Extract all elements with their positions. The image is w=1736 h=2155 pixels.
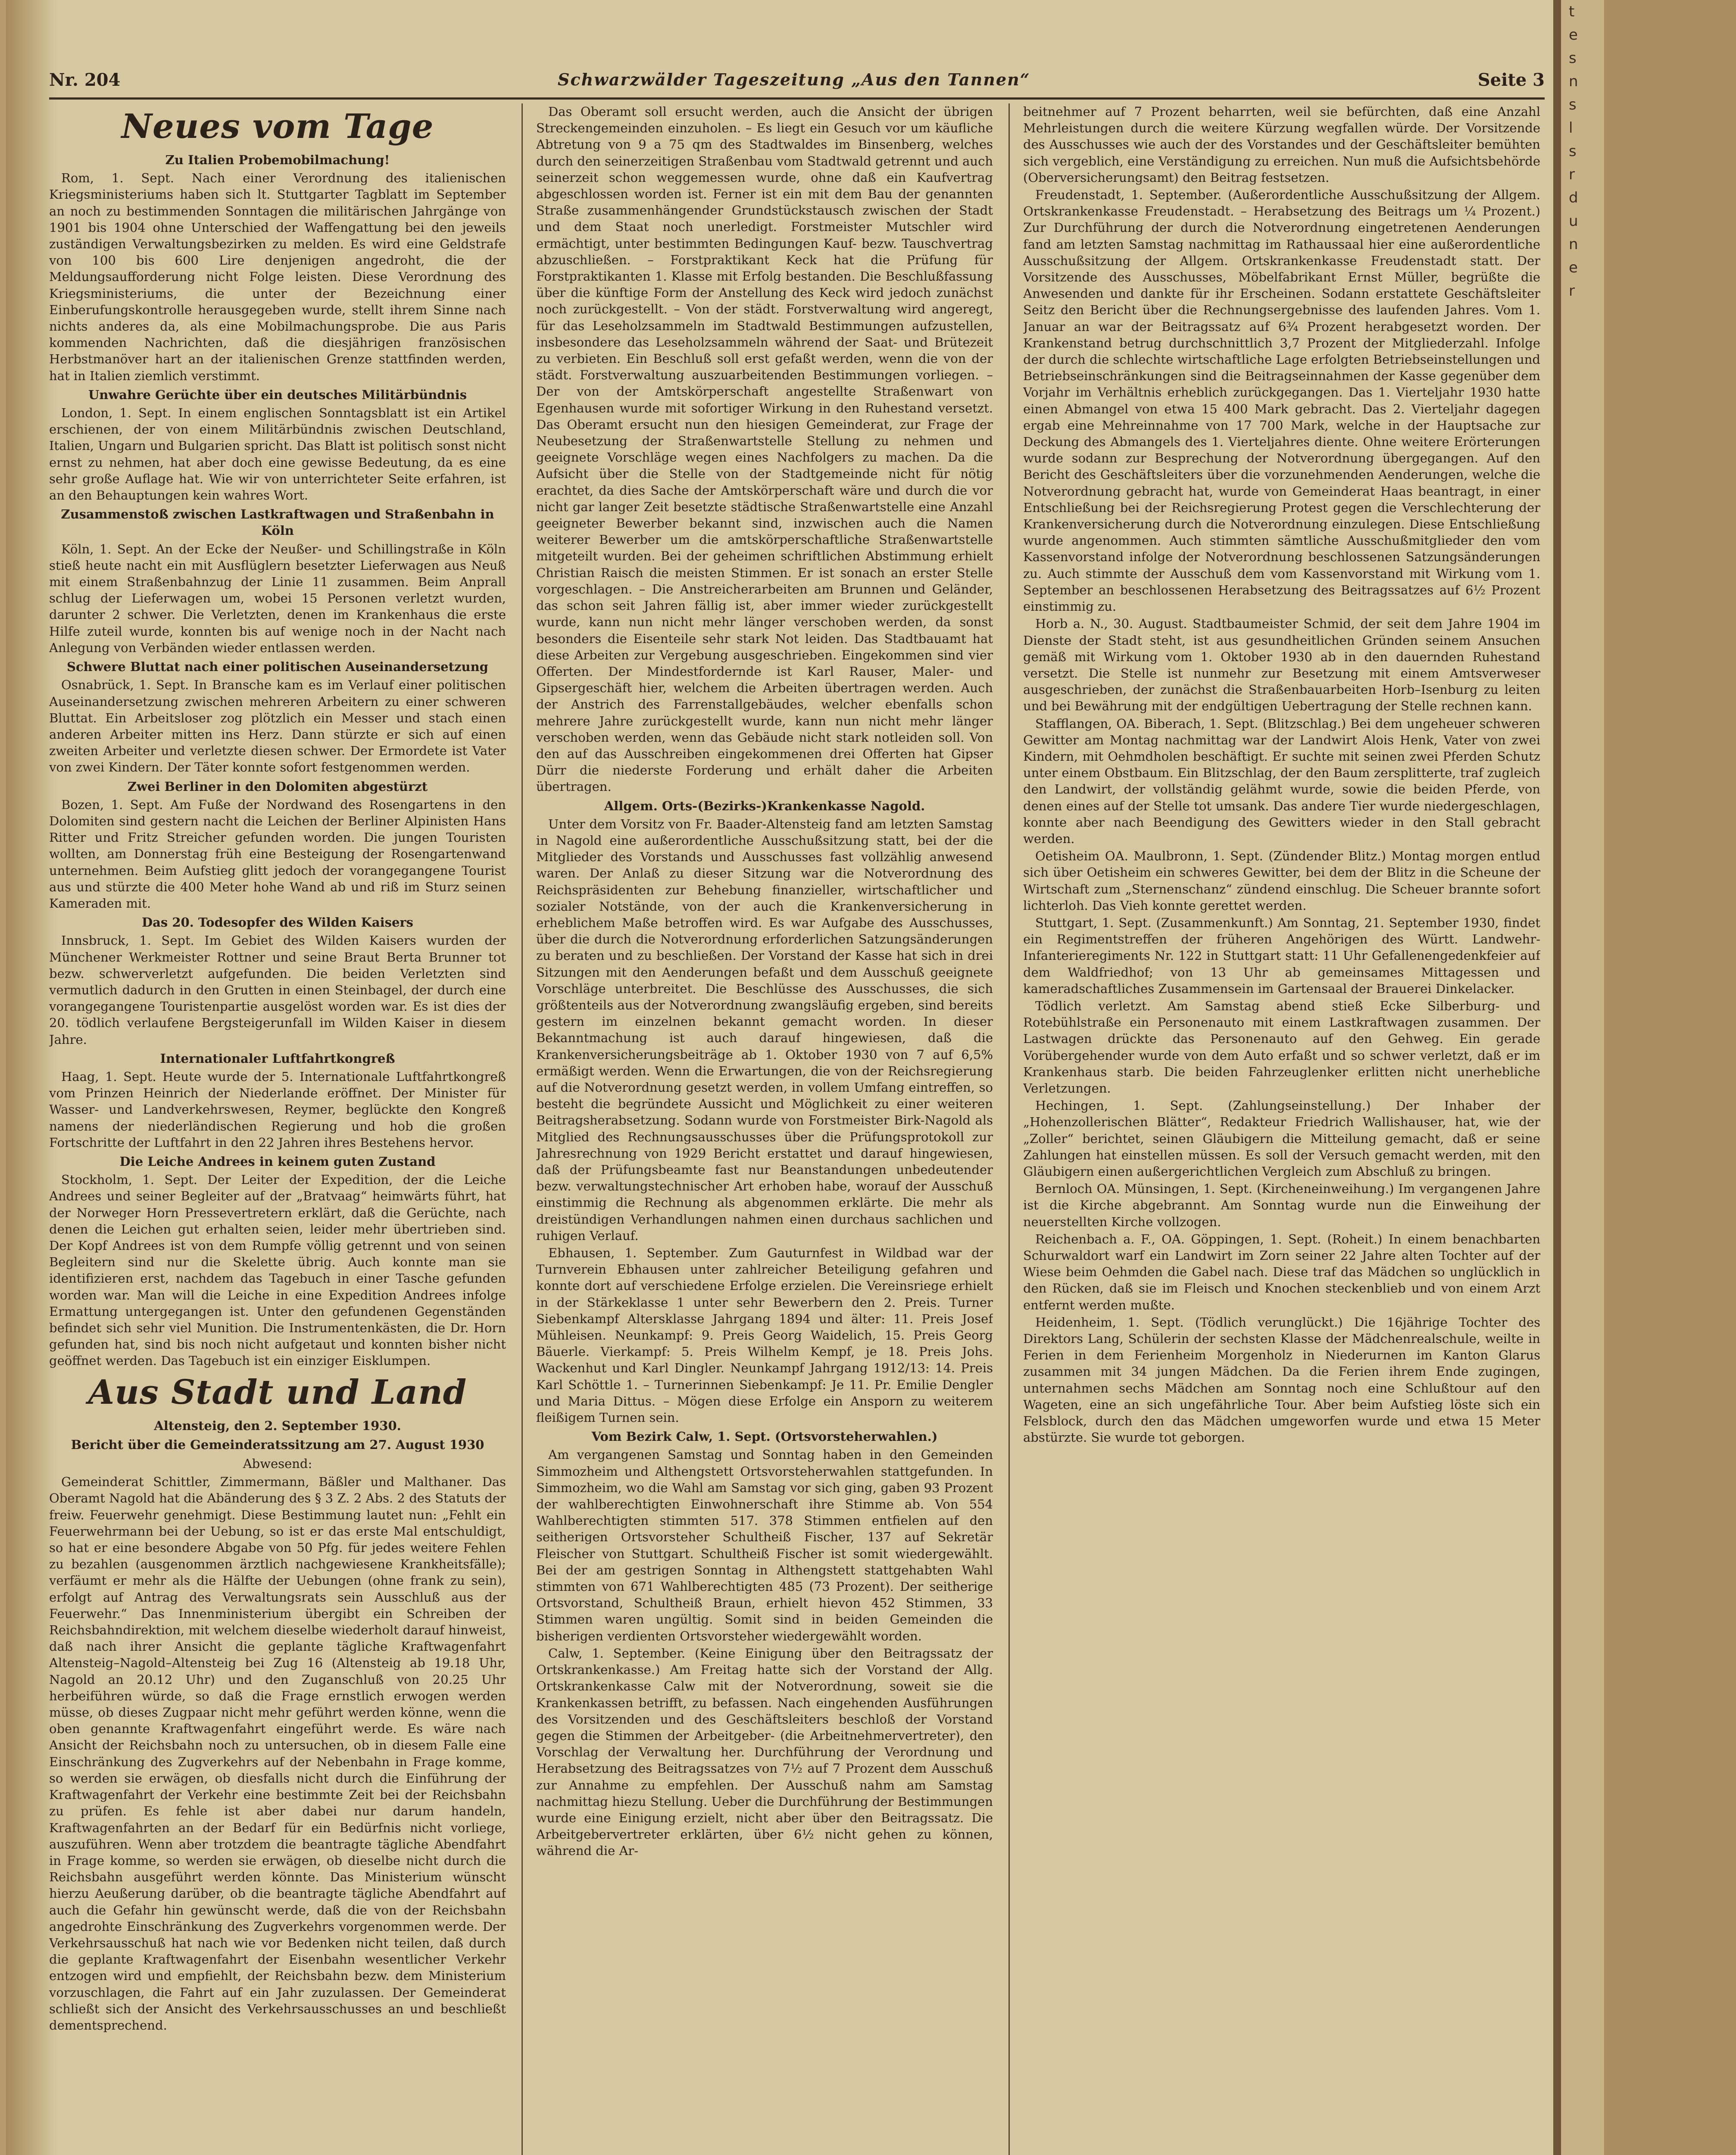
article-text: Bernloch OA. Münsingen, 1. Sept. (Kircheneinweihung.) Im vergangenen Jahre ist die Kirche abgebrannt. Am Sonntag wurde nun die Einweihung der neuerstellten Kirche vollzogen.: [1023, 1181, 1540, 1229]
column-3: [1023, 103, 1540, 2155]
article-text: Innsbruck, 1. Sept. Im Gebiet des Wilden Kaisers wurden der Münchener Werkmeister Rottner und seine Braut Berta Brunner tot bezw. schwerverletzt aufgefunden. Die beiden Verletzten sind vermutlich dadurch in den Grutten in einen Steinbagel, der durch eine vorangegangene Touristenpartie ausgelöst worden war. Es ist dies der 20. tödlich verlaufene Bergsteigerunfall im Wilden Kaiser in diesem Jahre.: [49, 933, 506, 1047]
column-1: [49, 103, 506, 2155]
edge-letter: u: [1569, 212, 1578, 230]
article-text: Bozen, 1. Sept. Am Fuße der Nordwand des Rosengartens in den Dolomiten sind gestern nacht die Leichen der Berliner Alpinisten Hans Ritter und Fritz Streicher gefunden worden. Die jungen Touristen wollten, am Donnerstag früh eine Besteigung der Rosengartenwand unternehmen. Beim Aufstieg glitt jedoch der vorangegangene Tourist aus und stürzte die 400 Meter hohe Wand ab und riß im Sturz seinen Kameraden mit.: [49, 797, 506, 911]
article-headline: Zusammenstoß zwischen Lastkraftwagen und Straßenbahn in Köln: [61, 507, 494, 538]
page-header: [49, 65, 1545, 99]
article-text: Am vergangenen Samstag und Sonntag haben in den Gemeinden Simmozheim und Althengstett Ortsvorsteherwahlen stattgefunden. In Simmozheim, wo die Wahl am Samstag vor sich ging, gaben 93 Prozent der wahlberechtigten Einwohnerschaft ihre Stimme ab. Von 554 Wahlberechtigten stimmten 517. 378 Stimmen entfielen auf den seitherigen Ortsvorsteher Schultheiß Fischer, 137 auf Sekretär Fleischer von Stuttgart. Schultheiß Fischer ist somit wiedergewählt. Bei der am gestrigen Sonntag in Althengstett stattgehabten Wahl stimmten von 671 Wahlberechtigten 485 (73 Prozent). Der seitherige Ortsvorstand, Schultheiß Braun, erhielt hievon 452 Stimmen, 33 Stimmen waren ungültig. Somit sind in beiden Gemeinden die bisherigen verdienten Ortsvorsteher wiedergewählt worden.: [536, 1447, 993, 1643]
newspaper-name: Schwarzwälder Tageszeitung „Aus den Tannen“: [558, 70, 1030, 89]
edge-letter: e: [1569, 259, 1578, 276]
edge-letter: e: [1569, 26, 1578, 44]
edge-letter: n: [1569, 236, 1578, 253]
article-headline: Vom Bezirk Calw, 1. Sept. (Ortsvorsteherwahlen.): [591, 1429, 938, 1444]
article-headline: Bericht über die Gemeinderatssitzung am 27. August 1930: [71, 1437, 484, 1452]
article-text: Calw, 1. September. (Keine Einigung über den Beitragssatz der Ortskrankenkasse.) Am Freitag hatte sich der Vorstand der Allg. Ortskrankenkasse Calw mit der Notverordnung, soweit sie die Krankenkassen betrifft, zu befassen. Nach eingehenden Ausführungen des Vorsitzenden und des Geschäftsleiters beschloß der Vorstand gegen die Stimmen der Arbeitgeber- (die Arbeitnehmervertreter), den Vorschlag der Verwaltung her. Durchführung der Verordnung und Herabsetzung des Beitragssatzes von 7½ auf 7 Prozent dem Ausschuß zur Annahme zu empfehlen. Der Ausschuß nahm am Samstag nachmittag hiezu Stellung. Ueber die Durchführung der Bestimmungen wurde eine Einigung erzielt, nicht aber über den Beitragssatz. Die Arbeitgebervertreter erklärten, über 6½ nicht gehen zu können, während die Ar-: [536, 1646, 993, 1858]
edge-letter: r: [1569, 282, 1575, 300]
article-text: Hechingen, 1. Sept. (Zahlungseinstellung.) Der Inhaber der „Hohenzollerischen Blätter“, Redakteur Friedrich Wallishauser, hat, wie der „Zoller“ berichtet, seinen Gläubigern die Mitteilung gemacht, daß er seine Zahlungen hat einstellen müssen. Es soll der Versuch gemacht werden, mit den Gläubigern einen außergerichtlichen Vergleich zum Abschluß zu bringen.: [1023, 1098, 1540, 1179]
article-headline: Die Leiche Andrees in keinem guten Zustand: [119, 1154, 436, 1169]
section-title: Aus Stadt und Land: [88, 1372, 467, 1412]
article-text: Das Oberamt soll ersucht werden, auch die Ansicht der übrigen Streckengemeinden einzuholen. – Es liegt ein Gesuch vor um käufliche Abtretung von 9 a 75 qm des Stadtwaldes im Binsenberg, welches durch den seinerzeitigen Straßenbau vom Stadtwald getrennt und auch seinerzeit schon weggemessen wurde, ohne daß ein Kaufvertrag abgeschlossen worden ist. Ferner ist ein mit dem Bau der genannten Straße zusammenhängender Grundstückstausch zwischen der Stadt und dem Staat noch unerledigt. Forstmeister Mutschler wird ermächtigt, unter bestimmten Bedingungen Kauf- bezw. Tauschvertrag abzuschließen. – Forstpraktikant Keck hat die Prüfung für Forstpraktikanten 1. Klasse mit Erfolg bestanden. Die Beschlußfassung über die künftige Form der Anstellung des Keck wird jedoch zunächst noch zurückgestellt. – Von der städt. Forstverwaltung wird angeregt, für das Leseholzsammeln im Stadtwald Bestimmungen aufzustellen, insbesondere das Leseholzsammeln während der Saat- und Brütezeit zu verbieten. Ein Beschluß soll erst gefaßt werden, wenn die von der städt. Forstverwaltung auszuarbeitenden Bestimmungen vorliegen. – Der von der Amtskörperschaft angestellte Straßenwart von Egenhausen wurde mit sofortiger Wirkung in den Ruhestand versetzt. Das Oberamt ersucht nun den hiesigen Gemeinderat, zur Frage der Neubesetzung der Straßenwartstelle Stellung zu nehmen und geeignete Vorschläge wegen eines Nachfolgers zu machen. Da die Aufsicht über die Stelle von der Stadtgemeinde nicht für nötig erachtet, da dies Sache der Amtskörperschaft wäre und durch die vor nicht gar langer Zeit besetzte städtische Straßenwartstelle eine Anzahl geeigneter Bewerber bekannt sind, inzwischen auch die Namen weiterer Bewerber um die amtskörperschaftliche Straßenwartstelle mitgeteilt wurden. Bei der geheimen schriftlichen Abstimmung erhielt Christian Raisch die meisten Stimmen. Er ist sonach an erster Stelle vorgeschlagen. – Die Anstreicherarbeiten am Brunnen und Geländer, das schon seit Jahren fällig ist, aber immer wieder zurückgestellt wurde, kann nun nicht mehr länger verschoben werden, da sonst besonders die Eisenteile sehr stark Not leiden. Das Stadtbauamt hat diese Arbeiten zur Vergebung ausgeschrieben. Eingekommen sind vier Offerten. Der Mindestfordernde ist Karl Rauser, Maler- und Gipsergeschäft hier, welchem die Arbeiten übertragen werden. Auch der Anstrich des Farrenstallgebäudes, welcher ebenfalls schon mehrere Jahre zurückgestellt wurde, kann nun nicht mehr länger verschoben werden, wenn das Gebäude nicht stark notleiden soll. Von den auf das Ausschreiben eingekommenen drei Offerten hat Gipser Dürr die niederste Forderung und erhält daher die Arbeiten übertragen.: [536, 104, 993, 794]
article-headline: Zwei Berliner in den Dolomiten abgestürzt: [127, 779, 428, 794]
article-text: Freudenstadt, 1. September. (Außerordentliche Ausschußsitzung der Allgem. Ortskrankenkasse Freudenstadt. – Herabsetzung des Beitrags um ¼ Prozent.) Zur Durchführung der durch die Notverordnung eingetretenen Aenderungen fand am letzten Samstag nachmittag im Rathaussaal hier eine außerordentliche Ausschußsitzung der Allgem. Ortskrankenkasse Freudenstadt statt. Der Vorsitzende des Ausschusses, Möbelfabrikant Ernst Müller, begrüßte die Anwesenden und dankte für ihr Erscheinen. Sodann erstattete Geschäftsleiter Seitz den Bericht über die Rechnungsergebnisse des laufenden Jahres. Vom 1. Januar an war der Beitragssatz auf 6¾ Prozent herabgesetzt worden. Der Krankenstand betrug durchschnittlich 3,7 Prozent der Mitgliederzahl. Infolge der durch die schlechte wirtschaftliche Lage erfolgten Betriebseinstellungen und Betriebseinschränkungen sind die Beitragseinnahmen der Kasse gegenüber dem Vorjahr im Verhältnis erheblich zurückgegangen. Das 1. Vierteljahr 1930 hatte einen Abmangel von etwa 15 400 Mark gebracht. Das 2. Vierteljahr dagegen ergab eine Mehreinnahme von 17 700 Mark, welche in der Hauptsache zur Deckung des Abmangels des 1. Vierteljahres diente. Ohne weitere Erörterungen wurde sodann zur Besprechung der Notverordnung übergegangen. Auf den Bericht des Geschäftsleiters über die vorzunehmenden Aenderungen, welche die Notverordnung gebracht hat, wurde von Gemeinderat Haas beantragt, in einer Entschließung bei der Reichsregierung Protest gegen die Verschlechterung der Krankenversicherung durch die Notverordnung einzulegen. Diese Entschließung wurde angenommen. Auch stimmten sämtliche Ausschußmitglieder den vom Kassenvorstand infolge der Notverordnung beschlossenen Satzungsänderungen zu. Auch stimmte der Ausschuß dem vom Kassenvorstand mit Wirkung vom 1. September an beschlossenen Herabsetzung des Beitragssatzes auf 6½ Prozent einstimmig zu.: [1023, 187, 1540, 614]
article-text: Oetisheim OA. Maulbronn, 1. Sept. (Zündender Blitz.) Montag morgen entlud sich über Oetisheim ein schweres Gewitter, bei dem der Blitz in die Scheune der Wirtschaft zum „Sternenschanz“ zündend einschlug. Die Scheuer brannte sofort lichterloh. Das Vieh konnte gerettet werden.: [1023, 849, 1540, 913]
page-number: Seite 3: [1477, 70, 1545, 90]
article-headline: Das 20. Todesopfer des Wilden Kaisers: [141, 915, 414, 930]
article-text: Stockholm, 1. Sept. Der Leiter der Expedition, der die Leiche Andrees und seiner Begleiter auf der „Bratvaag“ heimwärts führt, hat der Norweger Horn Pressevertretern erklärt, daß die Gerüchte, nach denen die Leichen gut erhalten seien, leider mehr übertrieben sind. Der Kopf Andrees ist von dem Rumpfe völlig getrennt und von seinen Begleitern sind nur die Skelette übrig. Auch konnte man sie identifizieren erst, nachdem das Tagebuch in einer Tasche gefunden worden war. Man will die Leiche in eine Expedition Andrees infolge Ermattung untergegangen ist. Unter den gefundenen Gegenständen befindet sich sehr viel Munition. Die Instrumentenkästen, die Dr. Horn gefunden hat, sind bis noch nicht aufgetaut und konnten bisher nicht geöffnet werden. Das Tagebuch ist ein einziger Eisklumpen.: [49, 1172, 506, 1368]
absent-label: Abwesend:: [243, 1456, 312, 1471]
edge-letter: d: [1569, 189, 1578, 206]
article-headline: Unwahre Gerüchte über ein deutsches Militärbündnis: [88, 387, 467, 402]
next-page-edge: [1561, 0, 1604, 2155]
article-text: Köln, 1. Sept. An der Ecke der Neußer- und Schillingstraße in Köln stieß heute nacht ein mit Ausflüglern besetzter Lieferwagen aus Neuß mit einem Straßenbahnzug der Linie 11 zusammen. Beim Anprall schlug der Lieferwagen um, wobei 15 Personen verletzt wurden, darunter 2 schwer. Die Verletzten, denen im Krankenhaus die erste Hilfe zuteil wurde, konnten bis auf wenige noch in der Nacht nach Anlegung von Verbänden wieder entlassen werden.: [49, 541, 506, 655]
article-headline: Allgem. Orts-(Bezirks-)Krankenkasse Nagold.: [604, 798, 925, 813]
article-text: Horb a. N., 30. August. Stadtbaumeister Schmid, der seit dem Jahre 1904 im Dienste der Stadt steht, ist aus gesundheitlichen Gründen seinem Ansuchen gemäß mit Wirkung vom 1. Oktober 1930 ab in den dauernden Ruhestand versetzt. Die Stelle ist nunmehr zur Besetzung mit einem Amtsverweser ausgeschrieben, der zunächst die Straßenbauarbeiten Horb–Isenburg zu leiten und bei Bewährung mit der endgültigen Uebertragung der Stelle rechnen kann.: [1023, 616, 1540, 714]
issue-number: Nr. 204: [49, 70, 121, 90]
article-text: Unter dem Vorsitz von Fr. Baader-Altensteig fand am letzten Samstag in Nagold eine außerordentliche Ausschußsitzung statt, bei der die Mitglieder des Vorstands und Ausschusses fast vollzählig anwesend waren. Der Anlaß zu dieser Sitzung war die Notverordnung des Reichspräsidenten zur Behebung finanzieller, wirtschaftlicher und sozialer Notstände, von der auch die Krankenversicherung in erheblichem Maße betroffen wird. Es war Aufgabe des Ausschusses, über die durch die Notverordnung erforderlichen Satzungsänderungen zu beraten und zu beschließen. Der Vorstand der Kasse hat sich in drei Sitzungen mit den Aenderungen befaßt und dem Ausschuß geeignete Vorschläge unterbreitet. Die Beschlüsse des Ausschusses, die sich größtenteils aus der Notverordnung zwangsläufig ergeben, sind bereits gestern im einzelnen bekannt gemacht worden. In dieser Bekanntmachung ist auch darauf hingewiesen, daß die Krankenversicherungsbeiträge ab 1. Oktober 1930 von 7 auf 6,5% ermäßigt werden. Wenn die Erwartungen, die von der Reichsregierung auf die Notverordnung gesetzt werden, in vollem Umfang eintreffen, so besteht die begründete Aussicht und Möglichkeit zu einer weiteren Beitragsherabsetzung. Sodann wurde von Forstmeister Birk-Nagold als Mitglied des Rechnungsausschusses über die Prüfungsprotokoll zur Jahresrechnung von 1929 Bericht erstattet und darauf hingewiesen, daß der Prüfungsbeamte fast nur Beanstandungen unbedeutender bezw. verwaltungstechnischer Art erhoben habe, worauf der Ausschuß einstimmig die Rechnung als abgenommen erklärte. Die mehr als dreistündigen Verhandlungen nahmen einen durchaus sachlichen und ruhigen Verlauf.: [536, 816, 993, 1243]
edge-letter: t: [1569, 3, 1575, 20]
article-text: Stafflangen, OA. Biberach, 1. Sept. (Blitzschlag.) Bei dem ungeheuer schweren Gewitter am Montag nachmittag war der Landwirt Alois Henk, Vater von zwei Kindern, mit Oehmdholen beschäftigt. Er suchte mit seinen zwei Pferden Schutz unter einem Obstbaum. Ein Blitzschlag, der den Baum zersplitterte, traf zugleich den Landwirt, der vollständig gelähmt wurde, sowie die beiden Pferde, von denen eines auf der Stelle tot umsank. Das andere Tier wurde niedergeschlagen, konnte aber nach Beendigung des Gewitters wieder in den Stall gebracht werden.: [1023, 716, 1540, 846]
dateline: Altensteig, den 2. September 1930.: [154, 1418, 401, 1433]
article-text: Rom, 1. Sept. Nach einer Verordnung des italienischen Kriegsministeriums haben sich lt. Stuttgarter Tagblatt im September an noch zu bestimmenden Sonntagen die militärischen Jahrgänge von 1901 bis 1904 ohne Unterschied der Waffengattung bei den jeweils zuständigen Verwaltungsbezirken zu melden. Es wird eine Geldstrafe von 100 bis 600 Lire denjenigen angedroht, die der Meldungsaufforderung nicht Folge leisten. Diese Verordnung des Kriegsministeriums, die unter der Bezeichnung einer Einberufungskontrolle herausgegeben wurde, stellt ihrem Sinne nach nichts anderes da, als eine Mobilmachungsprobe. Die aus Paris kommenden Nachrichten, daß die diesjährigen französischen Herbstmanöver hart an der italienischen Grenze stattfinden werden, hat in Italien ziemlich verstimmt.: [49, 171, 506, 383]
edge-letter: l: [1569, 119, 1573, 137]
spine-edge: [1553, 0, 1561, 2155]
article-text: Reichenbach a. F., OA. Göppingen, 1. Sept. (Roheit.) In einem benachbarten Schurwaldort warf ein Landwirt im Zorn seiner 22 Jahre alten Tochter auf der Wiese beim Oehmden die Gabel nach. Diese traf das Mädchen so unglücklich in den Rücken, daß sie im Fleisch und Knochen steckenblieb und von einem Arzt entfernt werden mußte.: [1023, 1231, 1540, 1312]
section-title: Neues vom Tage: [121, 107, 434, 146]
column-2: [536, 103, 993, 2155]
article-text: beitnehmer auf 7 Prozent beharrten, weil sie befürchten, daß eine Anzahl Mehrleistungen durch die weitere Kürzung wegfallen würde. Der Vorsitzende des Ausschusses wie auch der des Vorstandes und der Geschäftsleiter bemühten sich vergeblich, eine Verständigung zu erreichen. Nun muß die Aufsichtsbehörde (Oberversicherungsamt) den Beitrag festsetzen.: [1023, 104, 1540, 185]
column-divider: [521, 103, 523, 2155]
edge-letter: s: [1569, 50, 1577, 67]
header-rule: [49, 97, 1545, 100]
article-text: Tödlich verletzt. Am Samstag abend stieß Ecke Silberburg- und Rotebühlstraße ein Personenauto mit einem Lastkraftwagen zusammen. Der Lastwagen drückte das Personenauto auf den Gehweg. Ein gerade Vorübergehender wurde von dem Auto erfaßt und so schwer verletzt, daß er im Krankenhaus starb. Die beiden Fahrzeuglenker erlitten nicht unerhebliche Verletzungen.: [1023, 998, 1540, 1096]
article-text: London, 1. Sept. In einem englischen Sonntagsblatt ist ein Artikel erschienen, der von einem Militärbündnis zwischen Deutschland, Italien, Ungarn und Bulgarien spricht. Das Blatt ist politisch sonst nicht ernst zu nehmen, hat aber doch eine gewisse Bedeutung, da es eine sehr große Auflage hat. Wie wir von unterrichteter Seite erfahren, ist an den Behauptungen kein wahres Wort.: [49, 406, 506, 503]
edge-letter: s: [1569, 143, 1577, 160]
article-text: Haag, 1. Sept. Heute wurde der 5. Internationale Luftfahrtkongreß vom Prinzen Heinrich der Niederlande eröffnet. Der Minister für Wasser- und Landverkehrswesen, Reymer, beglückte den Kongreß namens der niederländischen Regierung und hob die großen Fortschritte der Luftfahrt in den 22 Jahren ihres Bestehens hervor.: [49, 1069, 506, 1150]
article-headline: Schwere Bluttat nach einer politischen Auseinandersetzung: [67, 659, 488, 675]
column-divider: [1009, 103, 1010, 2155]
edge-letter: r: [1569, 166, 1575, 183]
article-text: Heidenheim, 1. Sept. (Tödlich verunglückt.) Die 16jährige Tochter des Direktors Lang, Schülerin der sechsten Klasse der Mädchenrealschule, weilte in Ferien in dem Ferienheim Morgenholz in Niederurnen im Kanton Glarus zusammen mit 34 jungen Mädchen. Da die Ferien ihrem Ende zugingen, unternahmen sechs Mädchen am Sonntag noch eine Schlußtour auf den Wageten, eine an sich ungefährliche Tour. Aber beim Aufstieg löste sich ein Felsblock, durch den das Mädchen umgeworfen wurde und etwa 15 Meter abstürzte. Sie wurde tot geborgen.: [1023, 1315, 1540, 1445]
newspaper-page: [6, 0, 1553, 2155]
article-text: Osnabrück, 1. Sept. In Bransche kam es im Verlauf einer politischen Auseinandersetzung zwischen mehreren Arbeitern zu einer schweren Bluttat. Ein Arbeitsloser zog plötzlich ein Messer und stach einen anderen Arbeiter mitten ins Herz. Dann stürzte er sich auf einen zweiten Arbeiter und verletzte diesen schwer. Der Ermordete ist Vater von zwei Kindern. Der Täter konnte sofort festgenommen werden.: [49, 678, 506, 775]
article-text: Ebhausen, 1. September. Zum Gauturnfest in Wildbad war der Turnverein Ebhausen unter zahlreicher Beteiligung gefahren und konnte dort auf verschiedene Erfolge erzielen. Die Vereinsriege erhielt in der Stärkeklasse 1 unter sehr Bewerbern den 2. Preis. Turner Siebenkampf Altersklasse Jahrgang 1894 und älter: 11. Preis Josef Mühleisen. Neunkampf: 9. Preis Georg Waidelich, 15. Preis Georg Bäuerle. Vierkampf: 5. Preis Wilhelm Kempf, je 18. Preis Johs. Wackenhut und Karl Dingler. Neunkampf Jahrgang 1912/13: 14. Preis Karl Schöttle 1. – Turnerinnen Siebenkampf: Je 11. Pr. Emilie Dengler und Maria Dittus. – Mögen diese Erfolge ein Ansporn zu weiterem fleißigem Turnen sein.: [536, 1246, 993, 1425]
article-text: Stuttgart, 1. Sept. (Zusammenkunft.) Am Sonntag, 21. September 1930, findet ein Regimentstreffen der früheren Angehörigen des Württ. Landwehr-Infanterieregiments Nr. 122 in Stuttgart statt: 11 Uhr Gefallenengedenkfeier auf dem Waldfriedhof; von 13 Uhr ab gemeinsames Mittagessen und kameradschaftliches Zusammensein im Gartensaal der Brauerei Dinkelacker.: [1023, 915, 1540, 996]
article-headline: Internationaler Luftfahrtkongreß: [160, 1051, 395, 1066]
article-headline: Zu Italien Probemobilmachung!: [165, 153, 390, 167]
edge-letter: s: [1569, 96, 1577, 113]
article-text: Gemeinderat Schittler, Zimmermann, Bäßler und Malthaner. Das Oberamt Nagold hat die Abänderung des § 3 Z. 2 Abs. 2 des Statuts der freiw. Feuerwehr genehmigt. Diese Bestimmung lautet nun: „Fehlt ein Feuerwehrmann bei der Uebung, so ist er das erste Mal entschuldigt, so hat er eine besondere Abgabe von 50 Pfg. für jedes weitere Fehlen zu bezahlen (ausgenommen ärztlich nachgewiesene Krankheitsfälle); verfäumt er mehr als die Hälfte der Uebungen (ohne frank zu sein), erfolgt auf Antrag des Verwaltungsrats sein Ausschluß aus der Feuerwehr.“ Das Innenministerium übergibt ein Schreiben der Reichsbahndirektion, mit welchem dieselbe wiederholt darauf hinweist, daß nach ihrer Ansicht die geplante tägliche Kraftwagenfahrt Altensteig–Nagold–Altensteig bei Zug 16 (Altensteig ab 19.18 Uhr, Nagold an 20.12 Uhr) und den Zuganschluß von 20.25 Uhr herbeiführen würde, so daß die Frage ernstlich erwogen werden müsse, ob dieses Zugpaar nicht mehr geführt werden könne, wenn die oben genannte Kraftwagenfahrt eingeführt werde. Es wäre nach Ansicht der Reichsbahn noch zu untersuchen, ob in diesem Falle eine Einschränkung des Zugverkehrs auf der Nebenbahn in Frage komme, so werden sie erwägen, ob diesfalls nicht durch die Einführung der Kraftwagenfahrt der Verkehr eine bestimmte Zeit bei der Reichsbahn zu prüfen. Es fehle ist aber dabei nur darum handeln, Kraftwagenfahrten an der Bedarf für ein Bedürfnis nicht vorliege, auszuführen. Wenn aber trotzdem die beantragte tägliche Abendfahrt in Frage komme, so werden sie erwägen, ob dieselbe nicht durch die Reichsbahn ausgeführt werden könnte. Das Ministerium wünscht hierzu Aeußerung darüber, ob die beantragte tägliche Abendfahrt auf auch die Gefahr hin gewünscht werde, daß die von der Reichsbahn angedrohte Einschränkung des Zugverkehrs vorgenommen werde. Der Verkehrsausschuß hat nach wie vor Bedenken nicht teilen, daß durch die geplante Kraftwagenfahrt der Eisenbahn wesentlicher Verkehr entzogen wird und empfiehlt, der Reichsbahn bezw. dem Ministerium vorzuschlagen, die Fahrt auf ein Jahr zuzulassen. Der Gemeinderat schließt sich der Ansicht des Verkehrsausschusses an und beschließt dementsprechend.: [49, 1474, 506, 2033]
edge-letter: n: [1569, 73, 1578, 90]
